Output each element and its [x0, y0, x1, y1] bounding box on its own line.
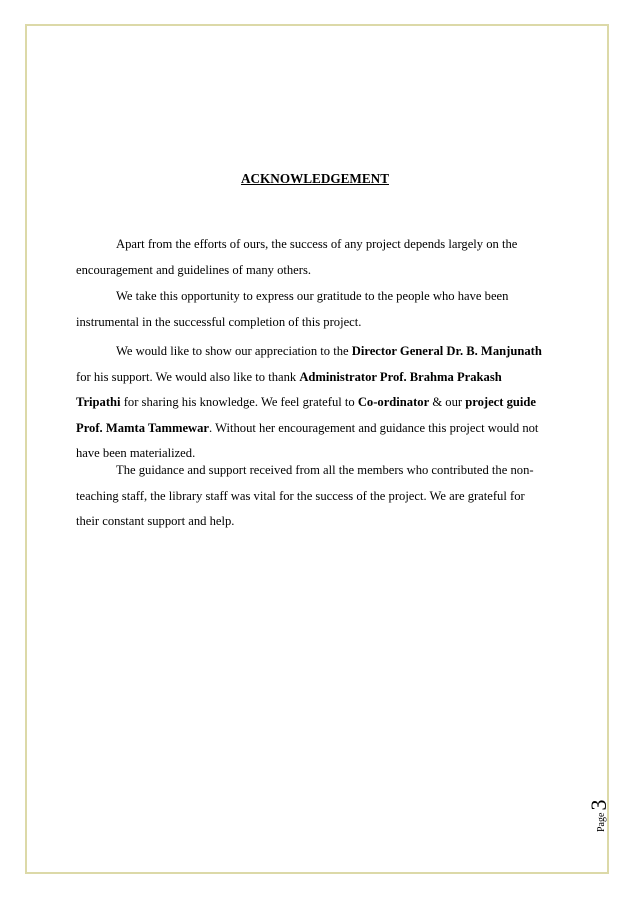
- bold-text-run: Tripathi: [76, 395, 121, 409]
- text-line: [76, 416, 554, 442]
- text-line: [76, 310, 554, 336]
- text-run: We would like to show our appreciation to the: [116, 344, 352, 358]
- text-run: & our: [429, 395, 466, 409]
- text-run: . Without her encouragement and guidance this project would not: [209, 420, 539, 435]
- text-run: for sharing his knowledge. We feel grateful to: [120, 395, 358, 409]
- text-run: for his support. We would also like to thank: [76, 369, 300, 384]
- paragraph-4: [76, 458, 554, 535]
- bold-text-run: Director General Dr. B. Manjunath: [351, 344, 542, 358]
- text-run: We take this opportunity to express our gratitude to the people who have been: [116, 289, 509, 303]
- bold-text-run: project guide: [465, 395, 536, 409]
- text-run: have been materialized.: [76, 446, 196, 460]
- text-line: [76, 458, 554, 484]
- bold-text-run: Co-ordinator: [357, 395, 430, 409]
- text-run: The guidance and support received from all the members who contributed the non-: [116, 463, 534, 477]
- text-run: teaching staff, the library staff was vital for the success of the project. We are grateful for: [76, 488, 525, 503]
- text-line: [76, 365, 554, 391]
- bold-text-run: Prof. Mamta Tammewar: [76, 420, 210, 435]
- text-run: Apart from the efforts of ours, the success of any project depends largely on the: [116, 237, 518, 251]
- text-line: [76, 339, 554, 365]
- text-line: [76, 390, 554, 416]
- page-number-value: 3: [586, 799, 611, 811]
- text-run: instrumental in the successful completion of this project.: [76, 314, 362, 329]
- text-line: [76, 284, 554, 310]
- bold-text-run: Administrator Prof. Brahma Prakash: [299, 369, 502, 384]
- page-label: Page: [596, 812, 607, 832]
- page-number: [580, 772, 610, 832]
- text-run: their constant support and help.: [76, 514, 235, 528]
- paragraph-1: [76, 232, 554, 283]
- document-title: ACKNOWLEDGEMENT: [240, 171, 389, 186]
- text-line: [76, 484, 554, 510]
- text-line: [76, 258, 554, 284]
- paragraph-3: [76, 339, 554, 467]
- text-run: encouragement and guidelines of many others.: [76, 262, 312, 277]
- paragraph-2: [76, 284, 554, 335]
- text-line: [76, 509, 554, 535]
- text-line: [76, 232, 554, 258]
